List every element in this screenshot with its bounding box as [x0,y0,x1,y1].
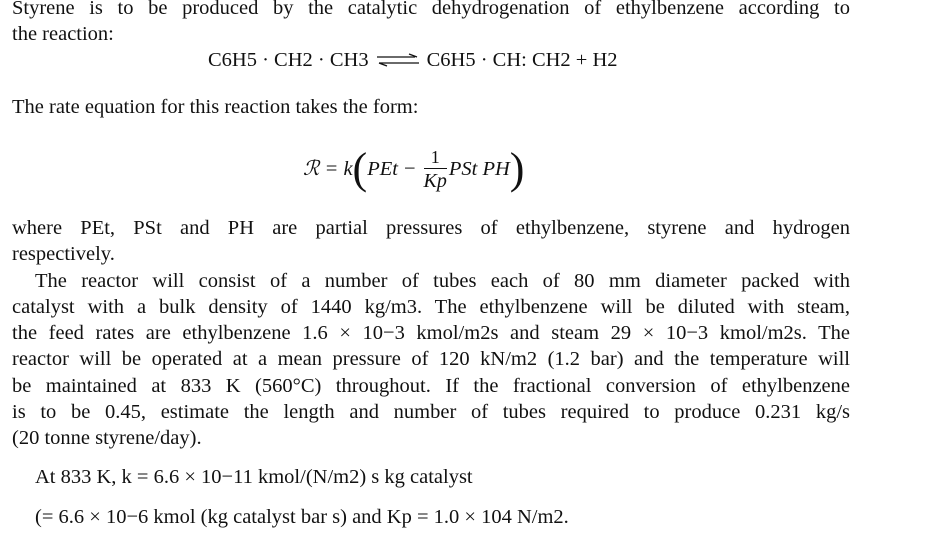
paragraph-line-2: catalyst with a bulk density of 1440 kg/m3. The ethylbenzene will be diluted with steam, [12,296,850,318]
rate-intro: The rate equation for this reaction takes the form: [12,96,419,118]
paragraph-line-3: the feed rates are ethylbenzene 1.6 × 10−3 kmol/m2s and steam 29 × 10−3 kmol/m2s. The [12,322,850,344]
reaction-reactant: C6H5 · CH2 · CH3 [208,49,369,71]
constants-line-1: At 833 K, k = 6.6 × 10−11 kmol/(N/m2) s kg catalyst [35,466,473,488]
right-paren: ) [509,144,525,193]
where-line-2: respectively. [12,243,115,265]
intro-line-2: the reaction: [12,23,114,45]
rate-equation [303,140,524,198]
reaction-product: C6H5 · CH: CH2 + H2 [426,49,618,71]
constants-line-2: (= 6.6 × 10−6 kmol (kg catalyst bar s) and Kp = 1.0 × 104 N/m2. [35,506,569,528]
paragraph-line-7: (20 tonne styrene/day). [12,427,202,449]
paragraph-line-1: The reactor will consist of a number of tubes each of 80 mm diameter packed with [35,270,850,292]
paragraph-line-4: reactor will be operated at a mean pressure of 120 kN/m2 (1.2 bar) and the temperature will [12,348,850,370]
fraction-numerator: 1 [430,146,440,167]
where-line-1: where PEt, PSt and PH are partial pressures of ethylbenzene, styrene and hydrogen [12,217,850,239]
fraction-bar [424,168,447,169]
rate-fraction [424,147,447,192]
equilibrium-arrow-icon [375,48,421,74]
reaction-equation [208,47,618,74]
rate-term-pet: PEt [367,158,398,180]
left-paren: ( [352,144,368,193]
paragraph-line-5: be maintained at 833 K (560°C) throughout. If the fractional conversion of ethylbenzene [12,375,850,397]
paragraph-line-6: is to be 0.45, estimate the length and number of tubes required to produce 0.231 kg/s [12,401,850,423]
intro-line-1: Styrene is to be produced by the catalytic dehydrogenation of ethylbenzene according to [12,0,850,19]
fraction-denominator: Kp [423,169,447,192]
rate-lhs: ℛ = k [303,158,353,180]
rate-term-pst-ph: PSt PH [448,158,510,180]
rate-minus: − [403,158,416,180]
